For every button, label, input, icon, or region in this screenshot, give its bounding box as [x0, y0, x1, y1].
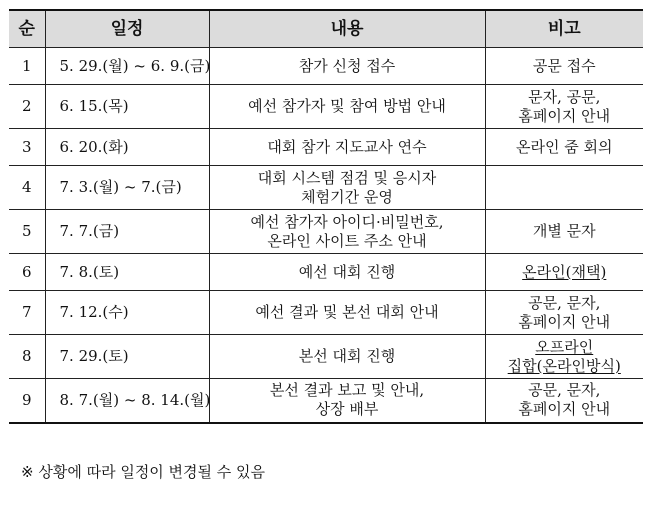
- row-content-line: 본선 결과 보고 및 안내,: [269, 381, 425, 400]
- row-date: 6. 20.(화): [45, 129, 209, 166]
- table-row: [9, 85, 643, 129]
- row-content-line: 예선 참가자 아이디·비밀번호,: [250, 212, 444, 231]
- row-date: 7. 12.(수): [45, 291, 209, 335]
- row-note-line: 홈페이지 안내: [518, 400, 611, 419]
- row-note-line: 공문, 문자,: [528, 381, 601, 400]
- row-note-line: 공문 접수: [532, 56, 596, 75]
- row-note-line: 공문, 문자,: [528, 293, 601, 312]
- row-note-line: 오프라인: [535, 337, 594, 356]
- row-content-line: 체험기간 운영: [301, 187, 393, 206]
- row-note: [485, 48, 643, 85]
- row-date: 8. 7.(월) ~ 8. 14.(월): [45, 379, 209, 423]
- row-note: [485, 166, 643, 210]
- row-content: [209, 129, 485, 166]
- row-content-line: 예선 대회 진행: [298, 262, 396, 281]
- schedule-table: [9, 9, 643, 424]
- row-number: 8: [9, 335, 45, 379]
- row-number: 5: [9, 210, 45, 254]
- row-date: 7. 29.(토): [45, 335, 209, 379]
- header-date: 일정: [45, 10, 209, 48]
- row-content: [209, 166, 485, 210]
- row-content: [209, 254, 485, 291]
- row-note: [485, 85, 643, 129]
- row-number: 2: [9, 85, 45, 129]
- table-row: [9, 254, 643, 291]
- table-body: [9, 48, 643, 423]
- row-note: [485, 210, 643, 254]
- row-number: 3: [9, 129, 45, 166]
- row-number: 6: [9, 254, 45, 291]
- header-no: 순: [9, 10, 45, 48]
- row-number: 1: [9, 48, 45, 85]
- row-date: 6. 15.(목): [45, 85, 209, 129]
- row-content-line: 본선 대회 진행: [298, 347, 396, 365]
- row-content-line: 대회 시스템 점검 및 응시자: [257, 168, 437, 187]
- table-row: [9, 48, 643, 85]
- row-date: 5. 29.(월) ~ 6. 9.(금): [45, 48, 209, 85]
- row-content: [209, 291, 485, 335]
- row-date: 7. 3.(월) ~ 7.(금): [45, 166, 209, 210]
- row-note-line: 문자, 공문,: [528, 87, 601, 106]
- row-content: [209, 379, 485, 423]
- row-content-line: 참가 신청 접수: [298, 56, 396, 75]
- header-row: [9, 10, 643, 48]
- row-date: 7. 7.(금): [45, 210, 209, 254]
- table-row: [9, 291, 643, 335]
- row-note-line: 온라인 줌 회의: [516, 137, 613, 156]
- row-content: [209, 85, 485, 129]
- row-content-line: 예선 참가자 및 참여 방법 안내: [248, 97, 446, 115]
- row-note-line: 집합(온라인방식): [507, 356, 621, 375]
- row-number: 7: [9, 291, 45, 335]
- row-number: 4: [9, 166, 45, 210]
- row-note: [485, 379, 643, 423]
- header-note: 비고: [485, 10, 643, 48]
- row-note: [485, 291, 643, 335]
- table-row: [9, 210, 643, 254]
- table-row: [9, 335, 643, 379]
- row-content: [209, 210, 485, 254]
- row-note: [485, 129, 643, 166]
- row-note-line: 개별 문자: [532, 222, 596, 240]
- row-note-line: 온라인(재택): [522, 262, 607, 281]
- row-content-line: 상장 배부: [315, 400, 379, 419]
- row-date: 7. 8.(토): [45, 254, 209, 291]
- header-content: 내용: [209, 10, 485, 48]
- row-number: 9: [9, 379, 45, 423]
- footnote: ※ 상황에 따라 일정이 변경될 수 있음: [21, 463, 266, 481]
- row-content-line: 예선 결과 및 본선 대회 안내: [255, 303, 439, 321]
- table-row: [9, 166, 643, 210]
- row-note: [485, 254, 643, 291]
- table-row: [9, 379, 643, 423]
- row-note-line: 홈페이지 안내: [518, 312, 611, 331]
- row-content: [209, 48, 485, 85]
- table-row: [9, 129, 643, 166]
- row-note: [485, 335, 643, 379]
- row-content: [209, 335, 485, 379]
- row-content-line: 온라인 사이트 주소 안내: [267, 231, 427, 250]
- row-note-line: 홈페이지 안내: [518, 106, 611, 125]
- row-content-line: 대회 참가 지도교사 연수: [267, 137, 427, 156]
